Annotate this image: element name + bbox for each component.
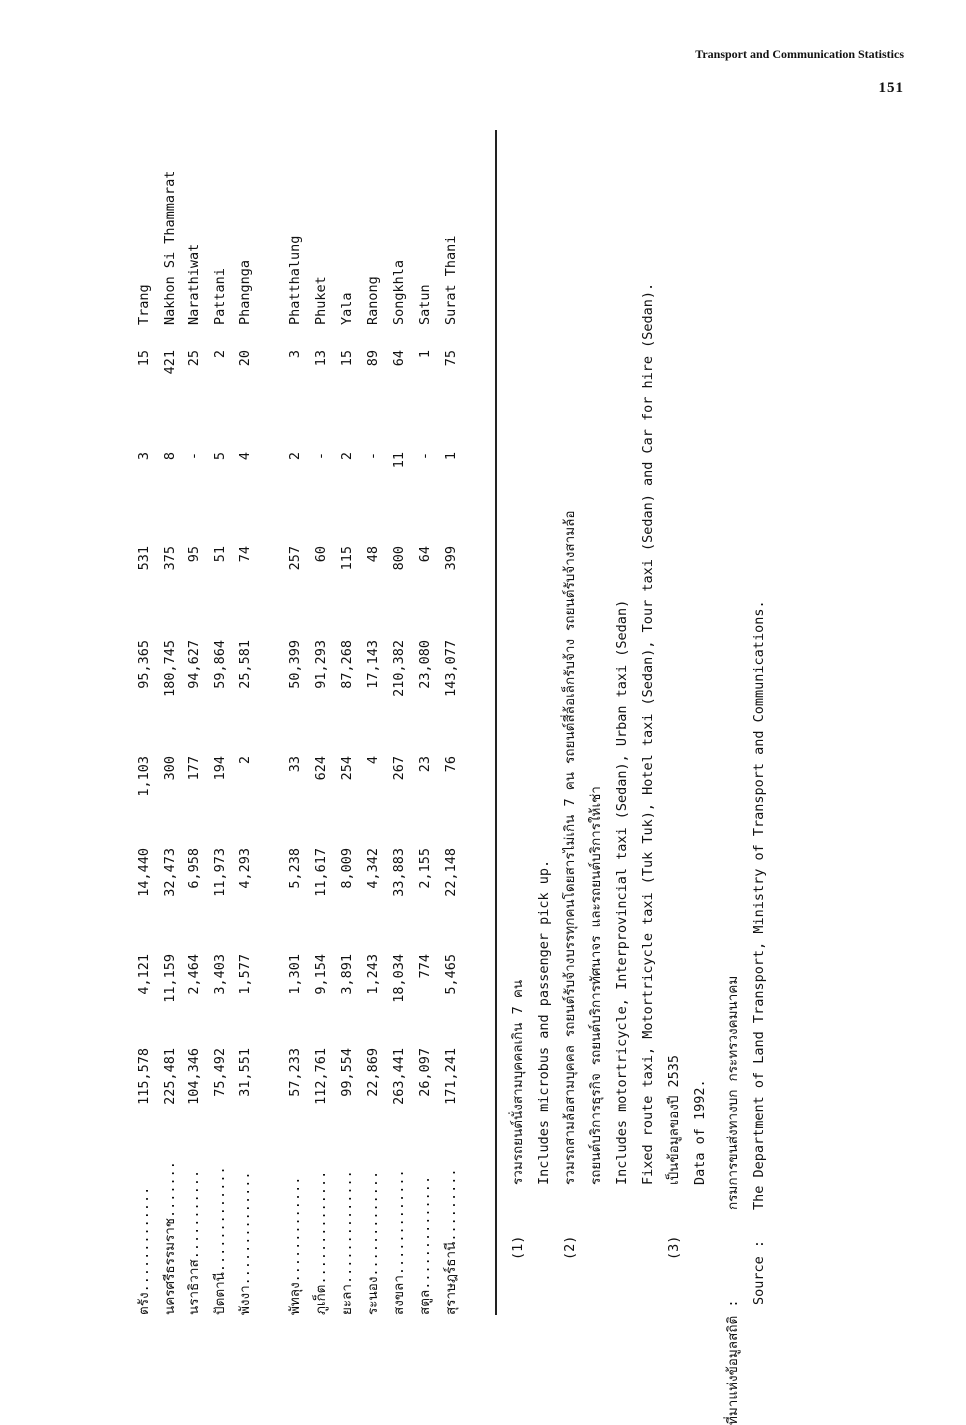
value-c5: 95,365 [136,640,152,689]
value-c7: 1 [443,452,459,461]
table-row [233,130,257,1315]
value-c6: 399 [443,546,459,571]
page-number: 151 [878,80,904,96]
value-c3: 5,238 [287,848,303,889]
province-english: Yala [339,292,355,325]
value-c1: 99,554 [339,1048,355,1097]
value-c5: 17,143 [365,640,381,689]
value-c3: 2,155 [417,848,433,889]
province-thai: นราธิวาส........... [186,1169,202,1315]
value-c6: 48 [365,546,381,563]
value-c5: 50,399 [287,640,303,689]
value-c6: 257 [287,546,303,571]
value-c2: 9,154 [313,954,329,995]
value-c1: 171,241 [443,1048,459,1105]
value-c6: 51 [212,546,228,563]
table-row [208,130,232,1315]
footnote-text: รถยนต์บริการธุรกิจ รถยนต์บริการทัศนาจร และรถยนต์บริการให้เช่า [588,786,604,1185]
value-c2: 3,403 [212,954,228,995]
province-english: Trang [136,284,152,325]
value-c3: 32,473 [162,848,178,897]
province-english: Phuket [313,276,329,325]
footnote-text: Includes motortricycle, Interprovincial taxi (Sedan), Urban taxi (Sedan) [614,599,630,1185]
value-c7: 2 [287,452,303,461]
value-c3: 4,342 [365,848,381,889]
table-row [158,130,182,1315]
value-c1: 26,097 [417,1048,433,1097]
value-c2: 774 [417,954,433,979]
province-english: Phangnga [237,259,253,325]
value-c4: 267 [391,756,407,781]
value-c2: 1,577 [237,954,253,995]
value-c4: 1,103 [136,756,152,797]
province-thai: ระนอง............. [365,1170,381,1315]
value-c6: 95 [186,546,202,563]
province-english: Ranong [365,276,381,325]
value-c4: 2 [237,756,253,765]
value-c1: 225,481 [162,1048,178,1105]
value-c7: 4 [237,452,253,461]
value-c2: 3,891 [339,954,355,995]
value-c5: 59,864 [212,640,228,689]
value-c4: 4 [365,756,381,765]
value-c3: 8,009 [339,848,355,889]
table-row [182,130,206,1315]
table-divider [495,130,497,1315]
province-thai: พังงา.............. [237,1171,253,1315]
value-c6: 375 [162,546,178,571]
value-c8: 15 [339,350,355,367]
value-c3: 22,148 [443,848,459,897]
value-c6: 60 [313,546,329,563]
province-english: Narathiwat [186,243,202,325]
value-c3: 4,293 [237,848,253,889]
province-english: Phatthalung [287,235,303,325]
value-c6: 531 [136,546,152,571]
value-c3: 14,440 [136,848,152,897]
province-thai: พัทลุง............. [287,1176,303,1315]
value-c2: 5,465 [443,954,459,995]
value-c1: 22,869 [365,1048,381,1097]
value-c5: 94,627 [186,640,202,689]
value-c8: 75 [443,350,459,367]
value-c3: 6,958 [186,848,202,889]
value-c7: - [365,452,381,461]
footnote-marker: (2) [562,1235,578,1260]
value-c6: 74 [237,546,253,563]
footnote-text: เป็นข้อมูลของปี 2535 [666,1054,682,1185]
table-row [335,130,359,1315]
value-c1: 57,233 [287,1048,303,1097]
value-c6: 800 [391,546,407,571]
footnote-marker: (1) [510,1235,526,1260]
value-c2: 2,464 [186,954,202,995]
footnote-text: รวมรถสามล้อสามบุคคล รถยนต์รับจ้างบรรทุกคนโดยสารไม่เกิน 7 คน รถยนต์สี่ล้อเล็กรับจ้าง รถยนต์รับจ้างสามล้อ [562,510,578,1185]
value-c2: 1,301 [287,954,303,995]
province-english: Songkhla [391,259,407,325]
value-c2: 11,159 [162,954,178,1003]
value-c7: 3 [136,452,152,461]
value-c7: 5 [212,452,228,461]
value-c1: 104,346 [186,1048,202,1105]
province-english: Pattani [212,268,228,325]
value-c7: - [186,452,202,461]
table-row [309,130,333,1315]
value-c7: - [417,452,433,461]
value-c6: 115 [339,546,355,571]
table-row [387,130,411,1315]
province-english: Satun [417,284,433,325]
province-thai: ปัตตานี............. [212,1166,228,1315]
value-c8: 20 [237,350,253,367]
value-c4: 194 [212,756,228,781]
value-c1: 263,441 [391,1048,407,1105]
value-c4: 23 [417,756,433,773]
value-c8: 2 [212,350,228,359]
value-c5: 87,268 [339,640,355,689]
footnote-text: กรมการขนส่งทางบก กระทรวงคมนาคม [725,975,741,1210]
value-c8: 13 [313,350,329,367]
value-c3: 33,883 [391,848,407,897]
table-row [413,130,437,1315]
value-c5: 23,080 [417,640,433,689]
value-c8: 64 [391,350,407,367]
province-thai: สงขลา............. [391,1169,407,1315]
value-c8: 421 [162,350,178,375]
footnote-text: Includes microbus and passenger pick up. [536,859,552,1185]
province-thai: สุราษฎร์ธานี......... [443,1168,459,1315]
value-c4: 624 [313,756,329,781]
value-c8: 15 [136,350,152,367]
value-c4: 76 [443,756,459,773]
footnote-text: Data of 1992. [692,1079,708,1185]
value-c7: - [313,452,329,461]
footnote-text: รวมรถยนต์นั่งสามบุคคลเกิน 7 คน [510,979,526,1185]
table-row [132,130,156,1315]
value-c2: 1,243 [365,954,381,995]
footnote-marker: (3) [666,1235,682,1260]
footnotes [505,140,845,1425]
table-row [283,130,307,1315]
value-c2: 18,034 [391,954,407,1003]
footnote-text: The Department of Land Transport, Ministry of Transport and Communications. [751,600,767,1210]
value-c5: 91,293 [313,640,329,689]
value-c8: 25 [186,350,202,367]
value-c1: 115,578 [136,1048,152,1105]
footnote-marker: Source : [751,1239,767,1305]
value-c1: 31,551 [237,1048,253,1097]
footnote-marker: ที่มาแห่งข้อมูลสถิติ : [725,1299,741,1425]
value-c2: 4,121 [136,954,152,995]
value-c5: 210,382 [391,640,407,697]
value-c4: 33 [287,756,303,773]
running-header: Transport and Communication Statistics [695,47,904,61]
value-c4: 300 [162,756,178,781]
value-c4: 254 [339,756,355,781]
value-c7: 11 [391,452,407,469]
table-row [361,130,385,1315]
province-thai: สตูล.............. [417,1175,433,1315]
value-c7: 2 [339,452,355,461]
footnote-text: Fixed route taxi, Motortricycle taxi (Tuk Tuk), Hotel taxi (Sedan), Tour taxi (Sedan) and Car for hire (Sedan). [640,282,656,1185]
province-english: Nakhon Si Thammarat [162,170,178,325]
province-thai: ภูเก็ต.............. [313,1170,329,1315]
value-c1: 112,761 [313,1048,329,1105]
value-c6: 64 [417,546,433,563]
rotated-statistics-table [120,130,500,1315]
province-thai: ตรัง............. [136,1186,152,1315]
value-c5: 180,745 [162,640,178,697]
value-c8: 3 [287,350,303,359]
value-c4: 177 [186,756,202,781]
value-c5: 143,077 [443,640,459,697]
value-c7: 8 [162,452,178,461]
province-thai: ยะลา.............. [339,1170,355,1315]
province-thai: นครศรีธรรมราช....... [162,1161,178,1315]
value-c8: 89 [365,350,381,367]
value-c8: 1 [417,350,433,359]
value-c3: 11,973 [212,848,228,897]
value-c1: 75,492 [212,1048,228,1097]
value-c3: 11,617 [313,848,329,897]
value-c5: 25,581 [237,640,253,689]
table-row [439,130,463,1315]
province-english: Surat Thani [443,235,459,325]
